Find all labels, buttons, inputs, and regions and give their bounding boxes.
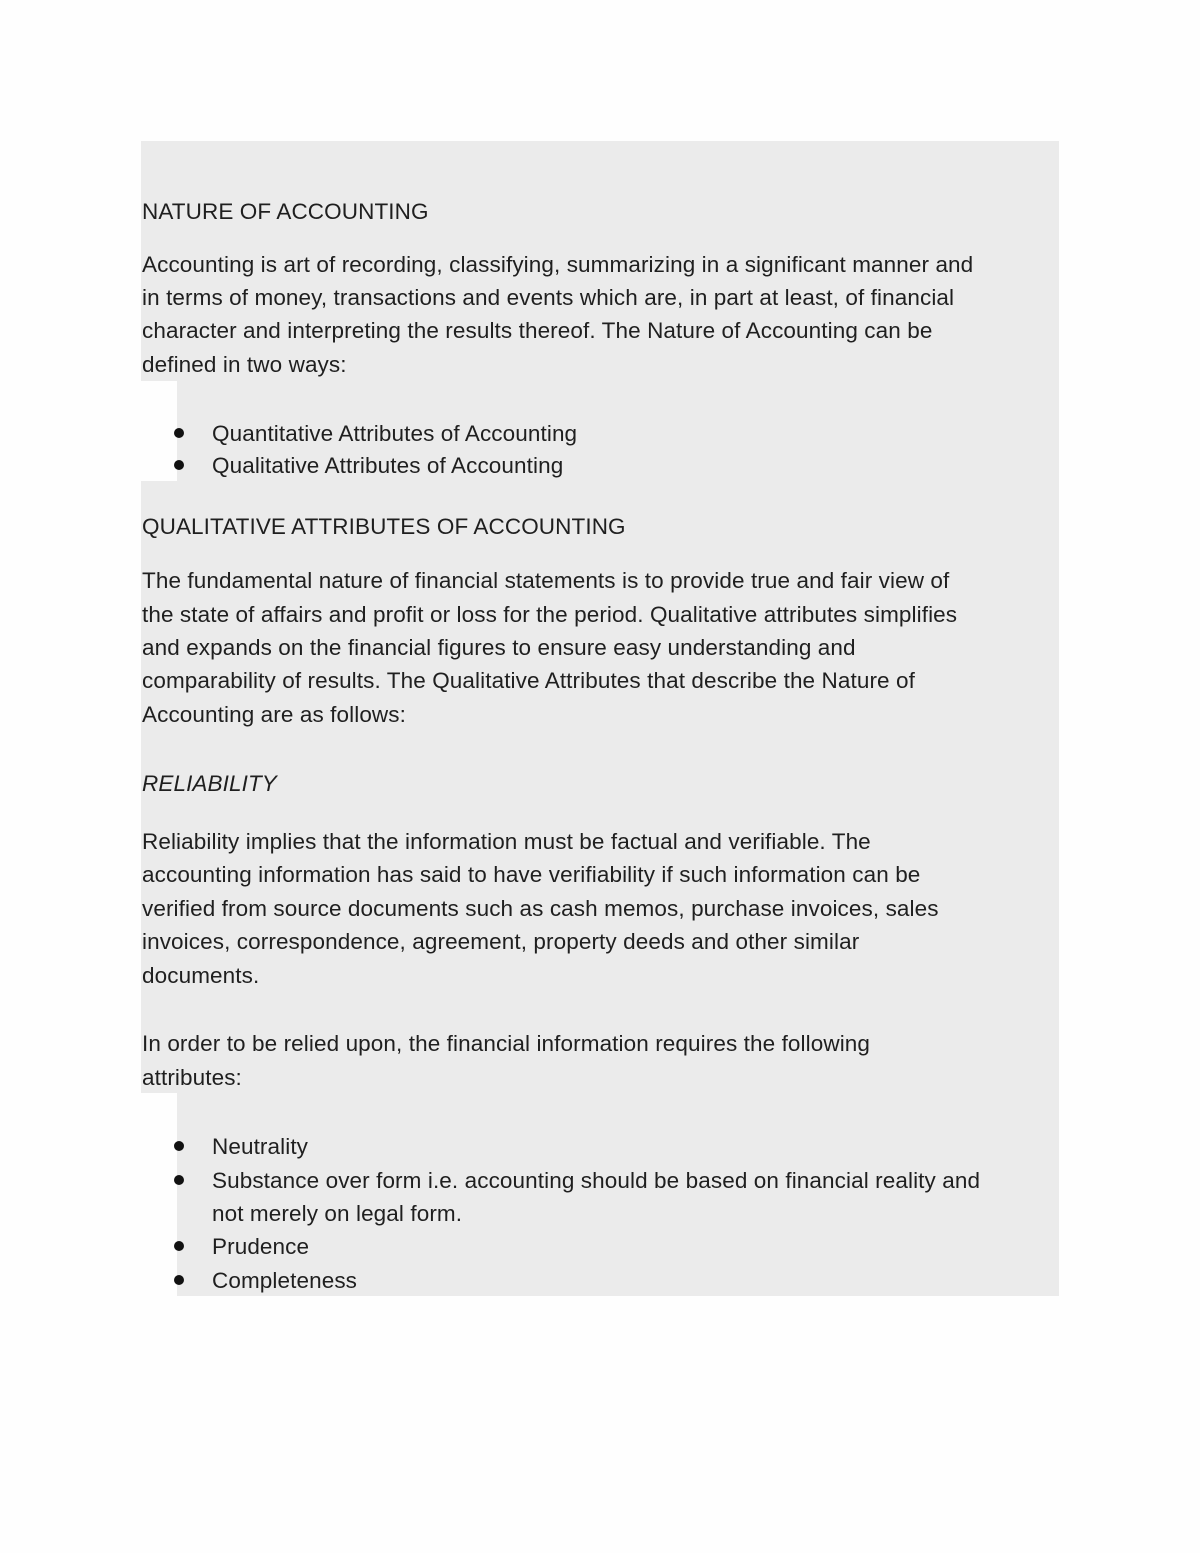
reliability-paragraph-line: verified from source documents such as cash memos, purchase invoices, sales xyxy=(142,896,939,921)
bullet-icon xyxy=(174,1241,184,1251)
intro-paragraph-line: defined in two ways: xyxy=(142,352,347,377)
qualitative-paragraph-line: and expands on the financial figures to ensure easy understanding and xyxy=(142,635,856,660)
qualitative-paragraph-line: The fundamental nature of financial statements is to provide true and fair view of xyxy=(142,568,950,593)
heading-nature-of-accounting: NATURE OF ACCOUNTING xyxy=(142,199,429,224)
bullet-icon xyxy=(174,460,184,470)
reliability-paragraph-line: documents. xyxy=(142,963,260,988)
list-item-continuation: not merely on legal form. xyxy=(212,1201,463,1226)
bullet-icon xyxy=(174,428,184,438)
list-item: Qualitative Attributes of Accounting xyxy=(212,453,564,478)
requirement-paragraph-line: In order to be relied upon, the financial information requires the following xyxy=(142,1031,871,1056)
bullet-icon xyxy=(174,1275,184,1285)
list-item: Substance over form i.e. accounting should be based on financial reality and xyxy=(212,1168,981,1193)
qualitative-paragraph-line: Accounting are as follows: xyxy=(142,702,406,727)
reliability-paragraph-line: invoices, correspondence, agreement, property deeds and other similar xyxy=(142,929,860,954)
intro-paragraph-line: Accounting is art of recording, classifying, summarizing in a significant manner and xyxy=(142,252,974,277)
qualitative-paragraph-line: the state of affairs and profit or loss for the period. Qualitative attributes simplifies xyxy=(142,602,958,627)
heading-qualitative-attributes: QUALITATIVE ATTRIBUTES OF ACCOUNTING xyxy=(142,514,626,539)
intro-paragraph-line: character and interpreting the results thereof. The Nature of Accounting can be xyxy=(142,318,933,343)
list-item: Completeness xyxy=(212,1268,358,1293)
heading-reliability: RELIABILITY xyxy=(142,771,277,796)
list-item: Prudence xyxy=(212,1234,310,1259)
intro-paragraph-line: in terms of money, transactions and events which are, in part at least, of financial xyxy=(142,285,955,310)
list-item: Quantitative Attributes of Accounting xyxy=(212,421,578,446)
bullet-icon xyxy=(174,1141,184,1151)
qualitative-paragraph-line: comparability of results. The Qualitative Attributes that describe the Nature of xyxy=(142,668,915,693)
bullet-icon xyxy=(174,1175,184,1185)
reliability-paragraph-line: accounting information has said to have verifiability if such information can be xyxy=(142,862,921,887)
list-item: Neutrality xyxy=(212,1134,309,1159)
reliability-paragraph-line: Reliability implies that the information must be factual and verifiable. The xyxy=(142,829,871,854)
requirement-paragraph-line: attributes: xyxy=(142,1065,242,1090)
